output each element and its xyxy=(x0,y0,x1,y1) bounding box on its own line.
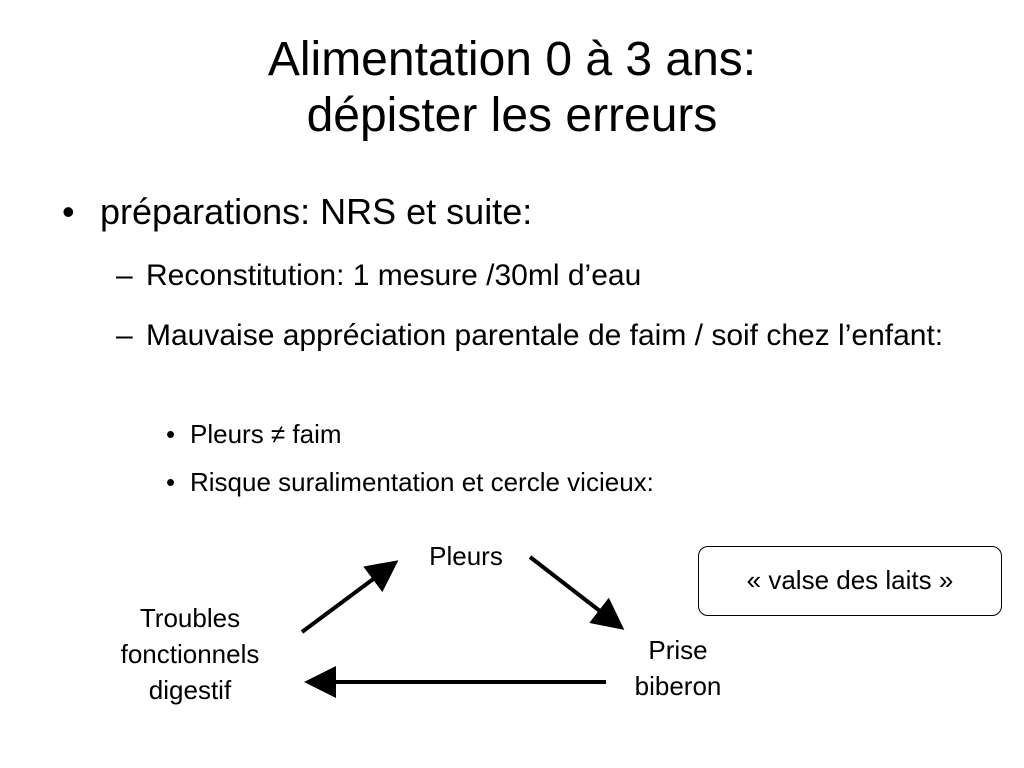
arrow-pleurs-to-prise xyxy=(530,557,618,625)
node-label-line-1: Prise xyxy=(648,635,708,665)
callout-valse-des-laits xyxy=(698,546,1002,616)
node-label-line-1: Troubles xyxy=(139,603,241,633)
sub-bullet-reconstitution xyxy=(116,256,996,296)
slide-title-line-2: dépister les erreurs xyxy=(306,89,718,142)
bullet-marker: • xyxy=(62,191,75,232)
bullet-text: préparations: NRS et suite: xyxy=(100,191,533,232)
diagram-node-prise-biberon xyxy=(604,632,752,704)
dash-marker: – xyxy=(116,259,133,292)
node-label: Pleurs xyxy=(429,541,503,571)
dash-marker: – xyxy=(116,319,133,352)
diagram-node-troubles-fonctionnels xyxy=(88,600,292,708)
node-label-line-2: fonctionnels xyxy=(120,639,260,669)
sub-bullet-mauvaise-appreciation xyxy=(116,316,996,356)
slide-title xyxy=(0,32,1024,144)
sub-sub-bullet-text: Risque suralimentation et cercle vicieux: xyxy=(190,467,654,497)
sub-sub-bullet-text: Pleurs ≠ faim xyxy=(190,419,342,449)
node-label-line-2: biberon xyxy=(634,671,722,701)
slide-title-line-1: Alimentation 0 à 3 ans: xyxy=(267,33,757,86)
callout-text: « valse des laits » xyxy=(746,565,954,595)
bullet-marker: • xyxy=(166,467,176,497)
sub-bullet-text: Mauvaise appréciation parentale de faim / soif chez l’enfant: xyxy=(146,319,944,352)
diagram-node-pleurs xyxy=(402,538,530,574)
bullet-marker: • xyxy=(166,419,176,449)
node-label-line-3: digestif xyxy=(148,675,232,705)
arrow-troubles-to-pleurs xyxy=(302,565,392,632)
sub-bullet-text: Reconstitution: 1 mesure /30ml d’eau xyxy=(146,259,642,292)
